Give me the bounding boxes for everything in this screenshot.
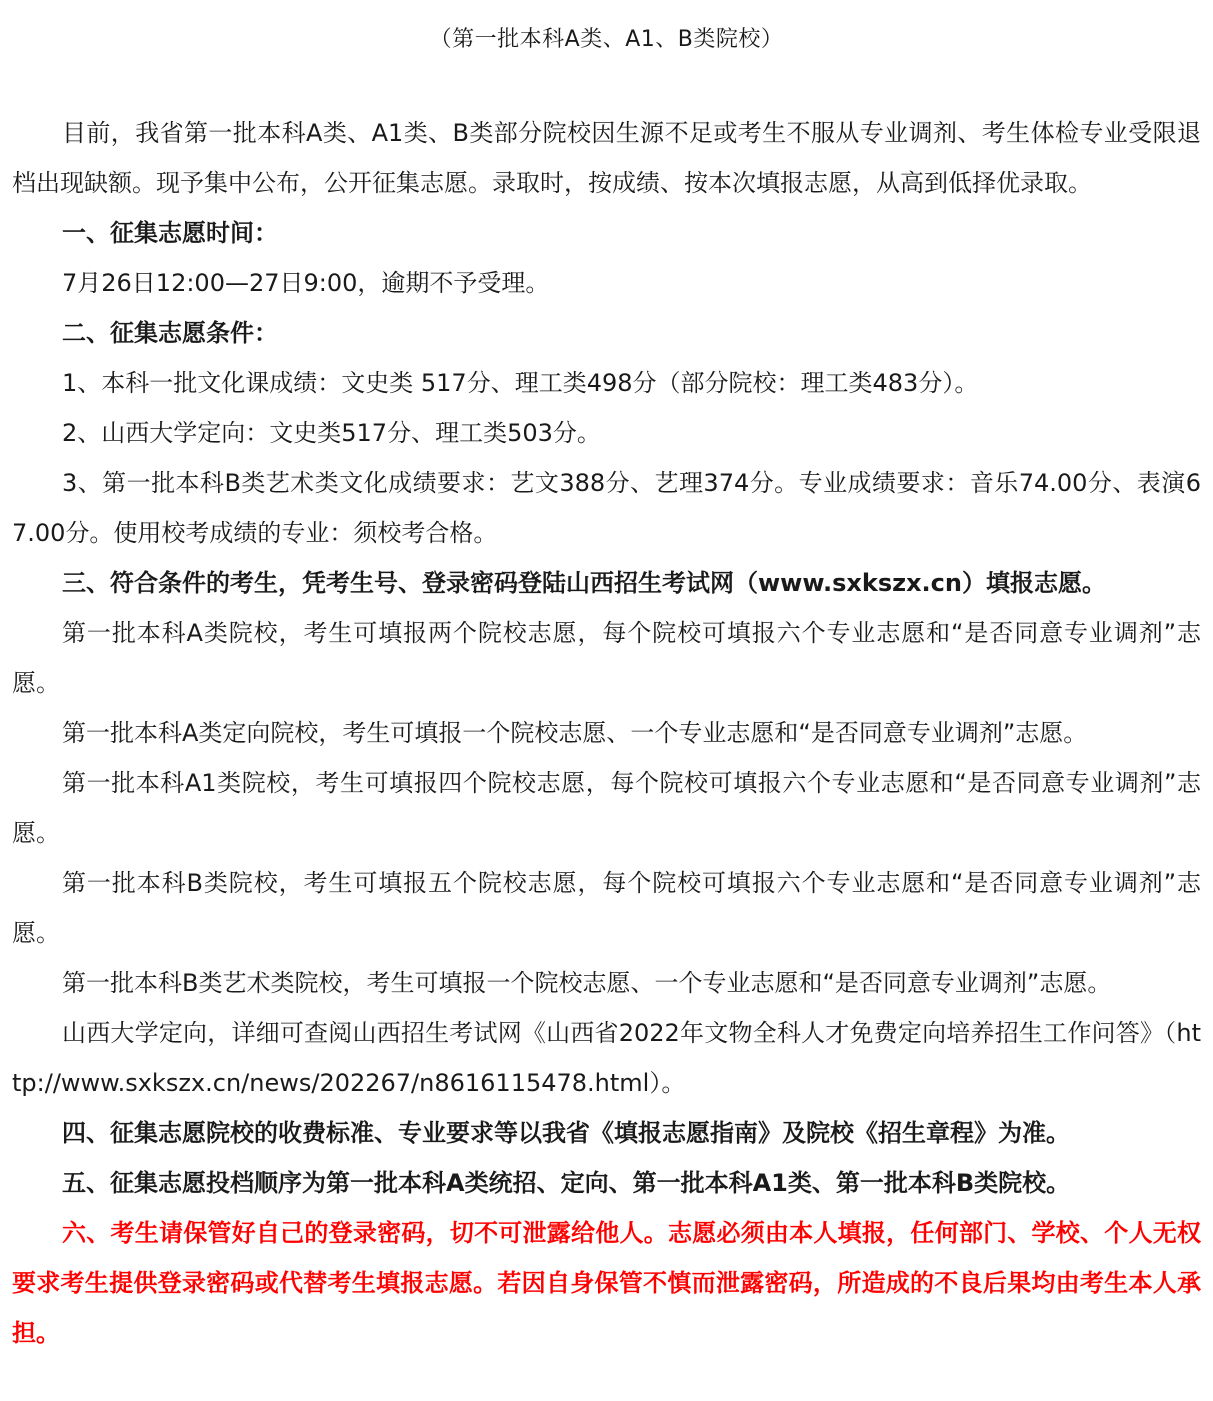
section-2-item-2: 2、山西大学定向：文史类517分、理工类503分。 [62,419,601,447]
section-3-class-a: 第一批本科A类院校，考生可填报两个院校志愿，每个院校可填报六个专业志愿和“是否同意专业调剂”志愿。 [12,619,1201,697]
section-3-class-b: 第一批本科B类院校，考生可填报五个院校志愿，每个院校可填报六个专业志愿和“是否同意专业调剂”志愿。 [12,869,1201,947]
section-1-heading: 一、征集志愿时间： [62,219,278,247]
section-2-item-1: 1、本科一批文化课成绩：文史类 517分、理工类498分（部分院校：理工类483分）。 [62,369,979,397]
document-subtitle: （第一批本科A类、A1、B类院校） [429,27,784,52]
section-6-warning: 六、考生请保管好自己的登录密码，切不可泄露给他人。志愿必须由本人填报，任何部门、学校、个人无权要求考生提供登录密码或代替考生填报志愿。若因自身保管不慎而泄露密码，所造成的不良后果均由考生本人承担。 [12,1219,1201,1347]
section-1-time: 7月26日12:00—27日9:00，逾期不予受理。 [62,269,550,297]
section-2-heading: 二、征集志愿条件： [62,319,278,347]
document-body [12,108,1201,1358]
section-3-heading: 三、符合条件的考生，凭考生号、登录密码登陆山西招生考试网（www.sxkszx.cn）填报志愿。 [62,569,1106,597]
section-4: 四、征集志愿院校的收费标准、专业要求等以我省《填报志愿指南》及院校《招生章程》为准。 [62,1119,1070,1147]
section-3-class-b-art: 第一批本科B类艺术类院校，考生可填报一个院校志愿、一个专业志愿和“是否同意专业调剂”志愿。 [62,969,1112,997]
section-2-item-3: 3、第一批本科B类艺术类文化成绩要求：艺文388分、艺理374分。专业成绩要求：音乐74.00分、表演67.00分。使用校考成绩的专业：须校考合格。 [12,469,1201,547]
section-3-sxu-directed: 山西大学定向，详细可查阅山西招生考试网《山西省2022年文物全科人才免费定向培养招生工作问答》（http://www.sxkszx.cn/news/202267/n8616115478.html）。 [12,1019,1201,1097]
section-3-class-a-directed: 第一批本科A类定向院校，考生可填报一个院校志愿、一个专业志愿和“是否同意专业调剂”志愿。 [62,719,1088,747]
section-5: 五、征集志愿投档顺序为第一批本科A类统招、定向、第一批本科A1类、第一批本科B类院校。 [62,1169,1071,1197]
section-3-class-a1: 第一批本科A1类院校，考生可填报四个院校志愿，每个院校可填报六个专业志愿和“是否同意专业调剂”志愿。 [12,769,1201,847]
intro-paragraph: 目前，我省第一批本科A类、A1类、B类部分院校因生源不足或考生不服从专业调剂、考生体检专业受限退档出现缺额。现予集中公布，公开征集志愿。录取时，按成绩、按本次填报志愿，从高到低择优录取。 [12,119,1201,197]
